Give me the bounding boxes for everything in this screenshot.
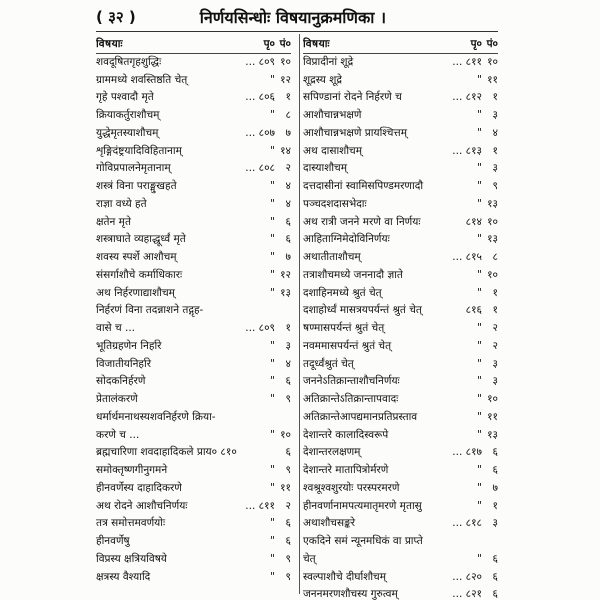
- entry-page: ": [270, 215, 275, 228]
- entry-subject: स्वल्पाशौचे दीर्घाशौचम्: [303, 570, 387, 583]
- index-entry: [96, 373, 291, 391]
- index-entry: [96, 267, 291, 285]
- index-entry: [96, 551, 291, 569]
- entry-page: ... ८११: [245, 499, 275, 512]
- column-header-line: पं०: [486, 38, 498, 50]
- entry-page: ": [477, 197, 482, 210]
- entry-line: १०: [487, 268, 498, 281]
- index-entry: [96, 569, 291, 587]
- entry-page: ... ८२१: [452, 588, 482, 600]
- entry-page: ": [477, 233, 482, 246]
- index-entry: [303, 54, 498, 72]
- entry-line: ८: [492, 251, 498, 263]
- index-entry: [303, 498, 498, 516]
- entry-page: ": [477, 73, 482, 86]
- entry-line: ११: [487, 410, 498, 423]
- entry-page: ": [477, 464, 482, 476]
- index-entry: [303, 515, 498, 533]
- entry-line: ३: [492, 517, 498, 530]
- entry-line: ४: [285, 197, 291, 210]
- entry-line: ९: [285, 464, 291, 476]
- entry-subject: जननमरणशौचस्य गुरुत्वम्: [303, 588, 398, 600]
- entry-line: २: [285, 499, 291, 512]
- index-entry: [303, 214, 498, 232]
- entry-subject: अतिक्रान्तेऽतिक्रान्तापवादः: [303, 393, 399, 405]
- entry-subject: अथ दासाशौचम्: [303, 144, 362, 157]
- entry-subject: अथ रात्री जनने मरणे वा निर्णयः: [303, 215, 421, 228]
- entry-subject: दशाहोर्ध्वं मासत्रयपर्यन्तं श्रुतं चेत्: [303, 304, 422, 317]
- entry-line: १: [285, 91, 291, 104]
- index-entry: [303, 285, 498, 303]
- entry-subject: देशान्तरे कालादिस्वरूपे: [303, 428, 389, 441]
- index-column-right: [303, 36, 498, 600]
- index-entry: [96, 196, 291, 214]
- entry-subject: अथ निर्हरणाद्याशौचम्: [96, 286, 175, 299]
- index-entry: [303, 143, 498, 161]
- entry-line: १: [285, 322, 291, 334]
- index-entry: [303, 480, 498, 498]
- entry-page: ": [477, 322, 482, 334]
- entry-page: ": [477, 162, 482, 175]
- entry-subject: दास्याशौचम्: [303, 162, 347, 175]
- entry-subject: दत्तदासीनां स्वामिसपिण्डमरणादौ: [303, 180, 424, 192]
- index-entry: [96, 160, 291, 178]
- entry-subject: तत्राशौचमध्ये जननादौ ज्ञाते: [303, 268, 403, 281]
- entry-line: ७: [285, 251, 291, 263]
- entry-page: ": [477, 375, 482, 388]
- index-entry: [96, 462, 291, 480]
- entry-page: ": [270, 517, 275, 530]
- entry-page: ... ८०८: [245, 162, 275, 175]
- entry-line: ७: [492, 481, 498, 494]
- entry-subject: अथ रोदने आशौचनिर्णयः: [96, 499, 188, 512]
- entry-page: ... ८१२: [452, 91, 482, 104]
- column-header-row: [96, 36, 291, 54]
- column-header-subject: विषयाः: [303, 38, 331, 50]
- entry-line: ४: [285, 180, 291, 192]
- column-header-subject: विषयाः: [96, 38, 124, 50]
- entry-page: ": [270, 375, 275, 388]
- entry-page: ८१६: [465, 304, 482, 317]
- entry-page: ": [270, 339, 275, 352]
- entry-page: ८१४: [465, 215, 482, 228]
- entry-subject: विप्रस्य क्षत्रियविषये: [96, 552, 167, 565]
- entry-subject: शस्त्राघाते व्यहाद्धूर्ध्वं मृते: [96, 233, 186, 246]
- entry-page: ": [270, 180, 275, 192]
- entry-line: १३: [487, 233, 498, 246]
- index-entry: [96, 89, 291, 107]
- index-entry: [96, 356, 291, 374]
- entry-line: ३: [285, 339, 291, 352]
- page-header: [96, 6, 510, 28]
- index-entry: [96, 427, 291, 445]
- entry-line: ११: [487, 73, 498, 86]
- entry-subject: समोक्तृष्णगीनुगमने: [96, 464, 168, 476]
- entry-subject: एकदिने समं न्यूनमधिकं वा प्राप्ते: [303, 535, 423, 547]
- entry-page: ": [477, 499, 482, 512]
- entry-page: ... ८०६: [245, 91, 275, 104]
- entry-line: ६: [492, 464, 498, 476]
- index-entry: [303, 89, 498, 107]
- entry-subject: जननेऽतिक्रान्ताशौचनिर्णयः: [303, 375, 400, 388]
- index-entry: [303, 125, 498, 143]
- entry-line: ९: [285, 552, 291, 565]
- entry-subject: युद्धेमृतस्याशौचम्: [96, 126, 159, 139]
- entry-page: ... ८१३: [452, 144, 482, 157]
- entry-subject: शवदूषितगृहशुद्धिः: [96, 55, 162, 68]
- entry-page: ": [270, 535, 275, 547]
- entry-page: ": [270, 286, 275, 299]
- entry-line: १: [492, 499, 498, 512]
- entry-page: ": [270, 393, 275, 405]
- index-entry: [96, 409, 291, 427]
- entry-subject: चेत्: [303, 552, 316, 565]
- index-entry: [303, 569, 498, 587]
- column-header-line: पं०: [279, 38, 291, 50]
- index-entry: [303, 444, 498, 462]
- entry-subject: अथातीताशौचम्: [303, 251, 361, 263]
- entry-subject: हीनवर्णानामपत्यमातृमरणे मृतासु: [303, 499, 422, 512]
- entry-subject: शस्त्रं विना पराङ्मुखहते: [96, 180, 177, 192]
- entry-subject: विजातीयनिर्हारे: [96, 357, 151, 370]
- entry-subject: शूद्रस्य शूद्रे: [303, 73, 342, 86]
- index-entry: [96, 249, 291, 267]
- index-column-left: [96, 36, 291, 594]
- index-entry: [303, 338, 498, 356]
- index-entry: [303, 533, 498, 551]
- entry-page: ": [477, 357, 482, 370]
- entry-line: २: [285, 162, 291, 175]
- entry-line: ३: [492, 357, 498, 370]
- entry-page: ": [477, 180, 482, 192]
- entry-subject: गृहे पश्वादौ मृते: [96, 91, 154, 104]
- entry-line: ६: [492, 446, 498, 459]
- index-entry: [96, 125, 291, 143]
- entry-page: ": [270, 251, 275, 263]
- index-entry: [303, 178, 498, 196]
- entry-subject: क्षतेन मृते: [96, 215, 131, 228]
- index-entry: [303, 72, 498, 90]
- entry-subject: अथाशौचसङ्करे: [303, 517, 356, 530]
- entry-subject: गोविप्रपालनेमृतानाम्: [96, 162, 171, 175]
- entry-line: १०: [487, 55, 498, 68]
- column-header-row: [303, 36, 498, 54]
- index-entry: [96, 72, 291, 90]
- entry-page: ": [477, 410, 482, 423]
- entry-subject: संसर्गाशौचे कर्माधिकारः: [96, 268, 183, 281]
- entry-page: ": [270, 357, 275, 370]
- index-entry: [96, 143, 291, 161]
- index-entry: [96, 231, 291, 249]
- entry-page: ": [270, 73, 275, 86]
- entry-line: १०: [487, 393, 498, 405]
- entry-page: ... ८११: [452, 55, 482, 68]
- entry-subject: अतिक्रान्तेआपद्यमानप्रतिप्रस्ताव: [303, 410, 418, 423]
- index-entry: [96, 391, 291, 409]
- entry-subject: भूतिग्रहणेन निर्हारे: [96, 339, 162, 352]
- entry-subject: शवस्य स्पर्शे आशौचम्: [96, 251, 177, 263]
- entry-page: ": [270, 552, 275, 565]
- index-entry: [96, 302, 291, 320]
- entry-line: १०: [487, 215, 498, 228]
- entry-line: १०: [280, 428, 291, 441]
- entry-line: ६: [285, 446, 291, 459]
- entry-subject: नवममासपर्यन्तं श्रुतं चेत्: [303, 339, 392, 352]
- index-entry: [96, 444, 291, 462]
- entry-subject: देशान्तरे मातापित्रोर्मरणे: [303, 464, 389, 476]
- entry-page: ... ८२०: [452, 570, 482, 583]
- index-entry: [303, 373, 498, 391]
- entry-page: ": [270, 428, 275, 441]
- entry-subject: तत्र समोत्तमवर्णयोः: [96, 517, 166, 530]
- entry-line: ६: [285, 215, 291, 228]
- index-entry: [303, 356, 498, 374]
- index-entry: [96, 533, 291, 551]
- entry-line: १०: [280, 55, 291, 68]
- entry-line: ७: [285, 126, 291, 139]
- entry-page: ": [477, 393, 482, 405]
- index-entry: [96, 214, 291, 232]
- entry-line: ६: [285, 375, 291, 388]
- entry-line: १: [492, 304, 498, 317]
- column-divider: [299, 34, 300, 594]
- entry-line: १४: [280, 144, 291, 157]
- entry-page: ": [270, 268, 275, 281]
- entry-page: ": [270, 481, 275, 494]
- entry-page: ": [270, 233, 275, 246]
- entry-page: ": [477, 481, 482, 494]
- entry-subject: सोदकनिर्हरणे: [96, 375, 146, 388]
- entry-line: ९: [285, 393, 291, 405]
- entry-page: ... ८०९: [245, 55, 275, 68]
- entry-line: ११: [280, 481, 291, 494]
- entry-subject: हीनवर्णेस्य दाहादिकरणे: [96, 481, 182, 494]
- entry-page: ": [477, 126, 482, 139]
- header-rule: [96, 31, 498, 32]
- entry-line: ९: [285, 570, 291, 583]
- entry-line: ८: [285, 109, 291, 121]
- entry-page: ": [477, 552, 482, 565]
- entry-page: ": [477, 286, 482, 299]
- entry-page: ": [477, 339, 482, 352]
- entry-page: ": [477, 268, 482, 281]
- entry-subject: देशान्तरलक्षणम्: [303, 446, 361, 459]
- entry-subject: हीनवर्णेषु: [96, 535, 130, 547]
- entry-subject: करणे च ...: [96, 428, 140, 441]
- entry-subject: आशौचान्नभक्षणे प्रायश्चित्तम्: [303, 126, 407, 139]
- index-entry: [96, 285, 291, 303]
- entry-subject: शृङ्गिदंष्ट्रयादिविहितानाम्: [96, 144, 182, 157]
- entry-subject: वासे च ...: [96, 322, 136, 334]
- entry-page: ": [477, 428, 482, 441]
- entry-line: २: [492, 339, 498, 352]
- entry-subject: ग्राममध्ये शवस्तिष्ठति चेत्: [96, 73, 188, 86]
- entry-page: ... ८१८: [452, 517, 482, 530]
- entry-subject: तदूर्ध्वंश्रुतं चेत्: [303, 357, 354, 370]
- entry-line: १: [492, 91, 498, 104]
- entry-page: ... ८०९: [245, 322, 275, 334]
- entry-page: ... ८१७: [452, 446, 482, 459]
- index-entry: [96, 338, 291, 356]
- index-entry: [303, 160, 498, 178]
- index-entry: [303, 196, 498, 214]
- entry-subject: पञ्चदशदासभेदाः: [303, 197, 367, 210]
- index-entry: [303, 551, 498, 569]
- index-entry: [96, 178, 291, 196]
- entry-line: ३: [492, 109, 498, 121]
- index-entry: [303, 302, 498, 320]
- entry-subject: विप्रादीनां शूद्रे: [303, 55, 354, 68]
- entry-subject: ब्रह्मचारिणा शवदाहादिकले प्राय० ८१०: [96, 446, 237, 459]
- entry-page: ": [270, 109, 275, 121]
- index-entry: [96, 480, 291, 498]
- entry-line: १३: [487, 428, 498, 441]
- entry-line: ६: [285, 517, 291, 530]
- entry-line: ६: [285, 535, 291, 547]
- entry-subject: दशाहिनमध्ये श्रुतं चेत्: [303, 286, 382, 299]
- entry-subject: राज्ञा वध्ये हते: [96, 197, 147, 210]
- entry-line: ६: [492, 570, 498, 583]
- entry-subject: धर्मार्थमनाथस्यशवनिर्हरणे क्रिया-: [96, 410, 216, 423]
- index-entry: [303, 462, 498, 480]
- entry-subject: श्वश्रूश्वशुरयोः परस्परमरणे: [303, 481, 400, 494]
- entry-page: ": [270, 144, 275, 157]
- index-entry: [96, 54, 291, 72]
- entry-subject: सपिण्डानां रोदने निर्हरणे च: [303, 91, 402, 104]
- entry-page: ... ८०७: [245, 126, 275, 139]
- entry-subject: आहिताग्निमेदोविनिर्णयः: [303, 233, 390, 246]
- entry-line: १३: [487, 197, 498, 210]
- entry-line: ६: [492, 588, 498, 600]
- page-title: निर्णयसिन्धोः विषयानुक्रमणिका ।: [199, 8, 387, 27]
- entry-line: २: [492, 322, 498, 334]
- entry-line: १: [492, 144, 498, 157]
- entry-line: ९: [492, 180, 498, 192]
- index-entry: [303, 320, 498, 338]
- entry-line: ४: [492, 126, 498, 139]
- entry-page: ": [477, 109, 482, 121]
- entry-subject: निर्हरणं विना तदन्नाशने तद्गृह-: [96, 304, 204, 317]
- entry-subject: षण्मासपर्यन्तं श्रुतं चेत्: [303, 322, 385, 334]
- index-entry: [303, 586, 498, 600]
- index-entry: [96, 107, 291, 125]
- index-entry: [303, 231, 498, 249]
- entry-page: ... ८१५: [452, 251, 482, 263]
- index-entry: [303, 107, 498, 125]
- entry-line: ३: [492, 162, 498, 175]
- column-header-page: पृ०: [263, 38, 275, 50]
- entry-line: ४: [285, 357, 291, 370]
- entry-subject: प्रेतालंकरणे: [96, 393, 138, 405]
- entry-page: ": [270, 464, 275, 476]
- index-entry: [303, 391, 498, 409]
- entry-line: ६: [492, 552, 498, 565]
- index-entry: [96, 498, 291, 516]
- index-entry: [303, 427, 498, 445]
- entry-line: १२: [280, 73, 291, 86]
- page-number: ( ३२ ): [96, 8, 136, 26]
- index-entry: [96, 515, 291, 533]
- entry-subject: क्षत्रस्य वैश्यादि: [96, 570, 151, 583]
- index-entry: [303, 409, 498, 427]
- entry-line: १२: [280, 268, 291, 281]
- entry-subject: आशौचान्नभक्षणे: [303, 109, 362, 121]
- entry-line: ३: [492, 375, 498, 388]
- entry-line: १३: [280, 286, 291, 299]
- index-entry: [303, 267, 498, 285]
- entry-line: ६: [285, 233, 291, 246]
- entry-subject: क्रियाकर्तुराशौचम्: [96, 109, 160, 121]
- column-header-page: पृ०: [470, 38, 482, 50]
- index-entry: [96, 320, 291, 338]
- index-entry: [303, 249, 498, 267]
- entry-line: १: [492, 286, 498, 299]
- entry-page: ": [270, 570, 275, 583]
- entry-page: ": [270, 197, 275, 210]
